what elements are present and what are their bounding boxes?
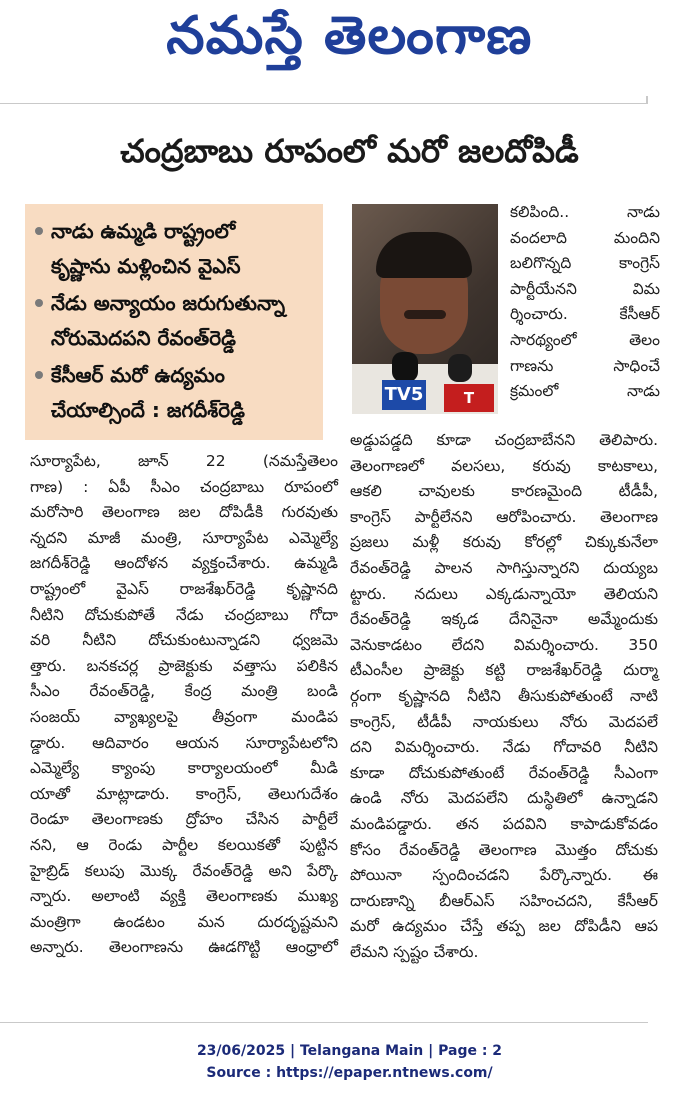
article-column-left: [30, 449, 338, 961]
article-line: గాణను సాధించే: [510, 356, 660, 375]
highlight-text: [51, 214, 241, 284]
article-line: కాంగ్రెస్, టీడీపీ నాయకులు నోరు మెదపలే: [350, 712, 658, 731]
article-line: ఎమ్మెల్యే క్యాంపు కార్యాలయంలో మీడి: [30, 759, 338, 778]
article-line: టీఎంసీల ప్రాజెక్టు కట్టి రాజశేఖర్‌రెడ్డి దుర్మా: [350, 661, 658, 680]
bullet-icon: [35, 371, 43, 379]
highlight-line: కేసీఆర్ మరో ఉద్యమం: [51, 363, 225, 387]
article-line: హైబ్రిడ్ కలుపు మొక్క రేవంత్‌రెడ్డి అని పేర్కొ: [30, 861, 338, 880]
highlight-item: [35, 214, 315, 284]
article-line: రేవంత్‌రెడ్డి పాలన సాగిస్తున్నారని దుయ్యబ: [350, 558, 658, 577]
article-line: బలిగొన్నది కాంగ్రెస్: [510, 254, 660, 273]
article-line: కోసం రేవంత్‌రెడ్డి తెలంగాణ మొత్తం దోచుకు: [350, 840, 658, 859]
bullet-icon: [35, 299, 43, 307]
channel-logo: TV5: [382, 380, 426, 410]
highlights-box: [25, 204, 323, 440]
article-line: సూర్యాపేట, జూన్ 22 (నమస్తేతెలం: [30, 452, 338, 470]
article-line: రెండూ తెలంగాణకు ద్రోహం చేసిన పార్టీలే: [30, 810, 338, 829]
page-footer: [0, 1040, 699, 1084]
article-line: వందలాది మందిని: [510, 228, 660, 247]
article-line: కాంగ్రెస్ పార్టీలేనని ఆరోపించారు. తెలంగాణ: [350, 507, 658, 526]
article-line: అన్నారు. తెలంగాణను ఊడగొట్టి ఆంధ్రాలో: [30, 938, 338, 957]
article-line: గాణ) : ఏపీ సీఎం చంద్రబాబు రూపంలో: [30, 477, 338, 496]
masthead: [0, 0, 699, 92]
person-moustache: [404, 310, 446, 319]
article-line: ప్రజలు మళ్లీ కరువు కోరల్లో చిక్కుకునేలా: [350, 533, 658, 552]
article-line: తెలంగాణలో వలసలు, కరువు కాటకాలు,: [350, 456, 658, 475]
highlight-line: కృష్ణాను మళ్లించిన వైఎస్: [51, 254, 241, 278]
article-line: లేమని స్పష్టం చేశారు.: [350, 942, 479, 961]
article-line: దారుణాన్ని బీఆర్‌ఎస్ సహించదని, కేసీఆర్: [350, 891, 658, 910]
top-divider-tick: [646, 96, 648, 104]
article-line: మండిపడ్డారు. తన పదవిని కాపాడుకోవడం: [350, 814, 658, 833]
highlight-line: నోరుమెదపని రేవంత్‌రెడ్డి: [51, 326, 236, 350]
microphone-icon: [392, 352, 418, 382]
highlight-item: [35, 358, 315, 428]
article-line: ర్శించారు. కేసీఆర్: [510, 305, 660, 324]
article-line: రాష్ట్రంలో వైఎస్ రాజశేఖర్‌రెడ్డి కృష్ణానది: [30, 579, 338, 598]
article-headline: చంద్రబాబు రూపంలో మరో జలదోపిడీ: [120, 132, 579, 170]
article-line: నీటిని దోచుకుపోతే నేడు చంద్రబాబు గోదా: [30, 605, 338, 624]
highlight-item: [35, 286, 315, 356]
article-line: త్తారు. బనకచర్ల ప్రాజెక్టుకు వత్తాసు పలికిన: [30, 656, 338, 675]
article-line: ఉండి నోరు మెదపలేని దుస్థితిలో ఉన్నాడని: [350, 789, 658, 808]
top-divider: [0, 103, 648, 104]
article-line: పోయినా స్పందించడని పేర్కొన్నారు. ఈ: [350, 866, 658, 885]
bullet-icon: [35, 227, 43, 235]
article-line: న్నదని మాజీ మంత్రి, సూర్యాపేట ఎమ్మెల్యే: [30, 528, 338, 547]
article-line: జగదీశ్‌రెడ్డి ఆందోళన వ్యక్తంచేశారు. ఉమ్మడి: [30, 554, 338, 573]
speaker-photo: [352, 204, 498, 414]
highlight-line: చేయాల్సిందే : జగదీశ్‌రెడ్డి: [51, 398, 245, 422]
article-line: మరోసారి తెలంగాణ జల దోపిడీకి గురవుతు: [30, 503, 338, 522]
article-line: కలిపింది.. నాడు: [510, 203, 660, 221]
highlight-line: నేడు అన్యాయం జరుగుతున్నా: [51, 291, 286, 315]
article-line: క్రమంలో నాడు: [510, 382, 660, 401]
source-url[interactable]: Source : https://epaper.ntnews.com/: [206, 1065, 493, 1081]
article-column-right-top: [510, 200, 660, 405]
article-line: వెనుకాడటం లేదని విమర్శించారు. 350: [350, 635, 658, 654]
article-line: ఆకలి చావులకు కారణమైంది టీడీపీ,: [350, 482, 658, 501]
newspaper-logo: నమస్తే తెలంగాణ: [166, 6, 533, 66]
article-line: పార్టీయేనని విమ: [510, 279, 660, 298]
channel-logo: T: [444, 384, 494, 412]
article-line: దని విమర్శించారు. నేడు గోదావరి నీటిని: [350, 738, 658, 757]
article-line: రేవంత్‌రెడ్డి ఇక్కడ దేనినైనా అమ్మేందుకు: [350, 610, 658, 629]
article-line: సీఎం రేవంత్‌రెడ్డి, కేంద్ర మంత్రి బండి: [30, 682, 338, 701]
highlight-text: [51, 286, 285, 356]
article-line: వరి నీటిని దోచుకుంటున్నాడని ధ్వజమె: [30, 631, 338, 650]
article-line: యాతో మాట్లాడారు. కాంగ్రెస్, తెలుగుదేశం: [30, 784, 338, 803]
article-line: కూడా దోచుకుపోతుంటే రేవంత్‌రెడ్డి సీఎంగా: [350, 763, 658, 782]
article-line: మరో ఉద్యమం చేస్తే తప్ప జల దోపిడీని ఆప: [350, 917, 658, 936]
article-column-right: [350, 428, 658, 965]
edition-info: 23/06/2025 | Telangana Main | Page : 2: [196, 1043, 503, 1059]
bottom-divider: [0, 1022, 648, 1023]
article-line: ట్టారు. నదులు ఎక్కడున్నాయో తెలియని: [350, 584, 658, 603]
article-line: సారథ్యంలో తెలం: [510, 330, 660, 349]
article-line: ర్గంగా కృష్ణానది నీటిని తీసుకుపోతుంటే నాటి: [350, 686, 658, 705]
highlight-line: నాడు ఉమ్మడి రాష్ట్రంలో: [51, 219, 236, 243]
article-line: సంజయ్ వ్యాఖ్యలపై తీవ్రంగా మండిప: [30, 707, 338, 726]
microphone-icon: [448, 354, 472, 382]
article-line: డ్డారు. ఆదివారం ఆయన సూర్యాపేటలోని: [30, 733, 338, 752]
article-line: అడ్డుపడ్డది కూడా చంద్రబాబేనని తెలిపారు.: [350, 431, 658, 449]
highlight-text: [51, 358, 245, 428]
article-line: నని, ఆ రెండు పార్టీల కలయికతో పుట్టిన: [30, 835, 338, 854]
article-line: న్నారు. అలాంటి వ్యక్తి తెలంగాణకు ముఖ్య: [30, 887, 338, 906]
article-line: మంత్రిగా ఉండటం మన దురదృష్టమని: [30, 912, 338, 931]
